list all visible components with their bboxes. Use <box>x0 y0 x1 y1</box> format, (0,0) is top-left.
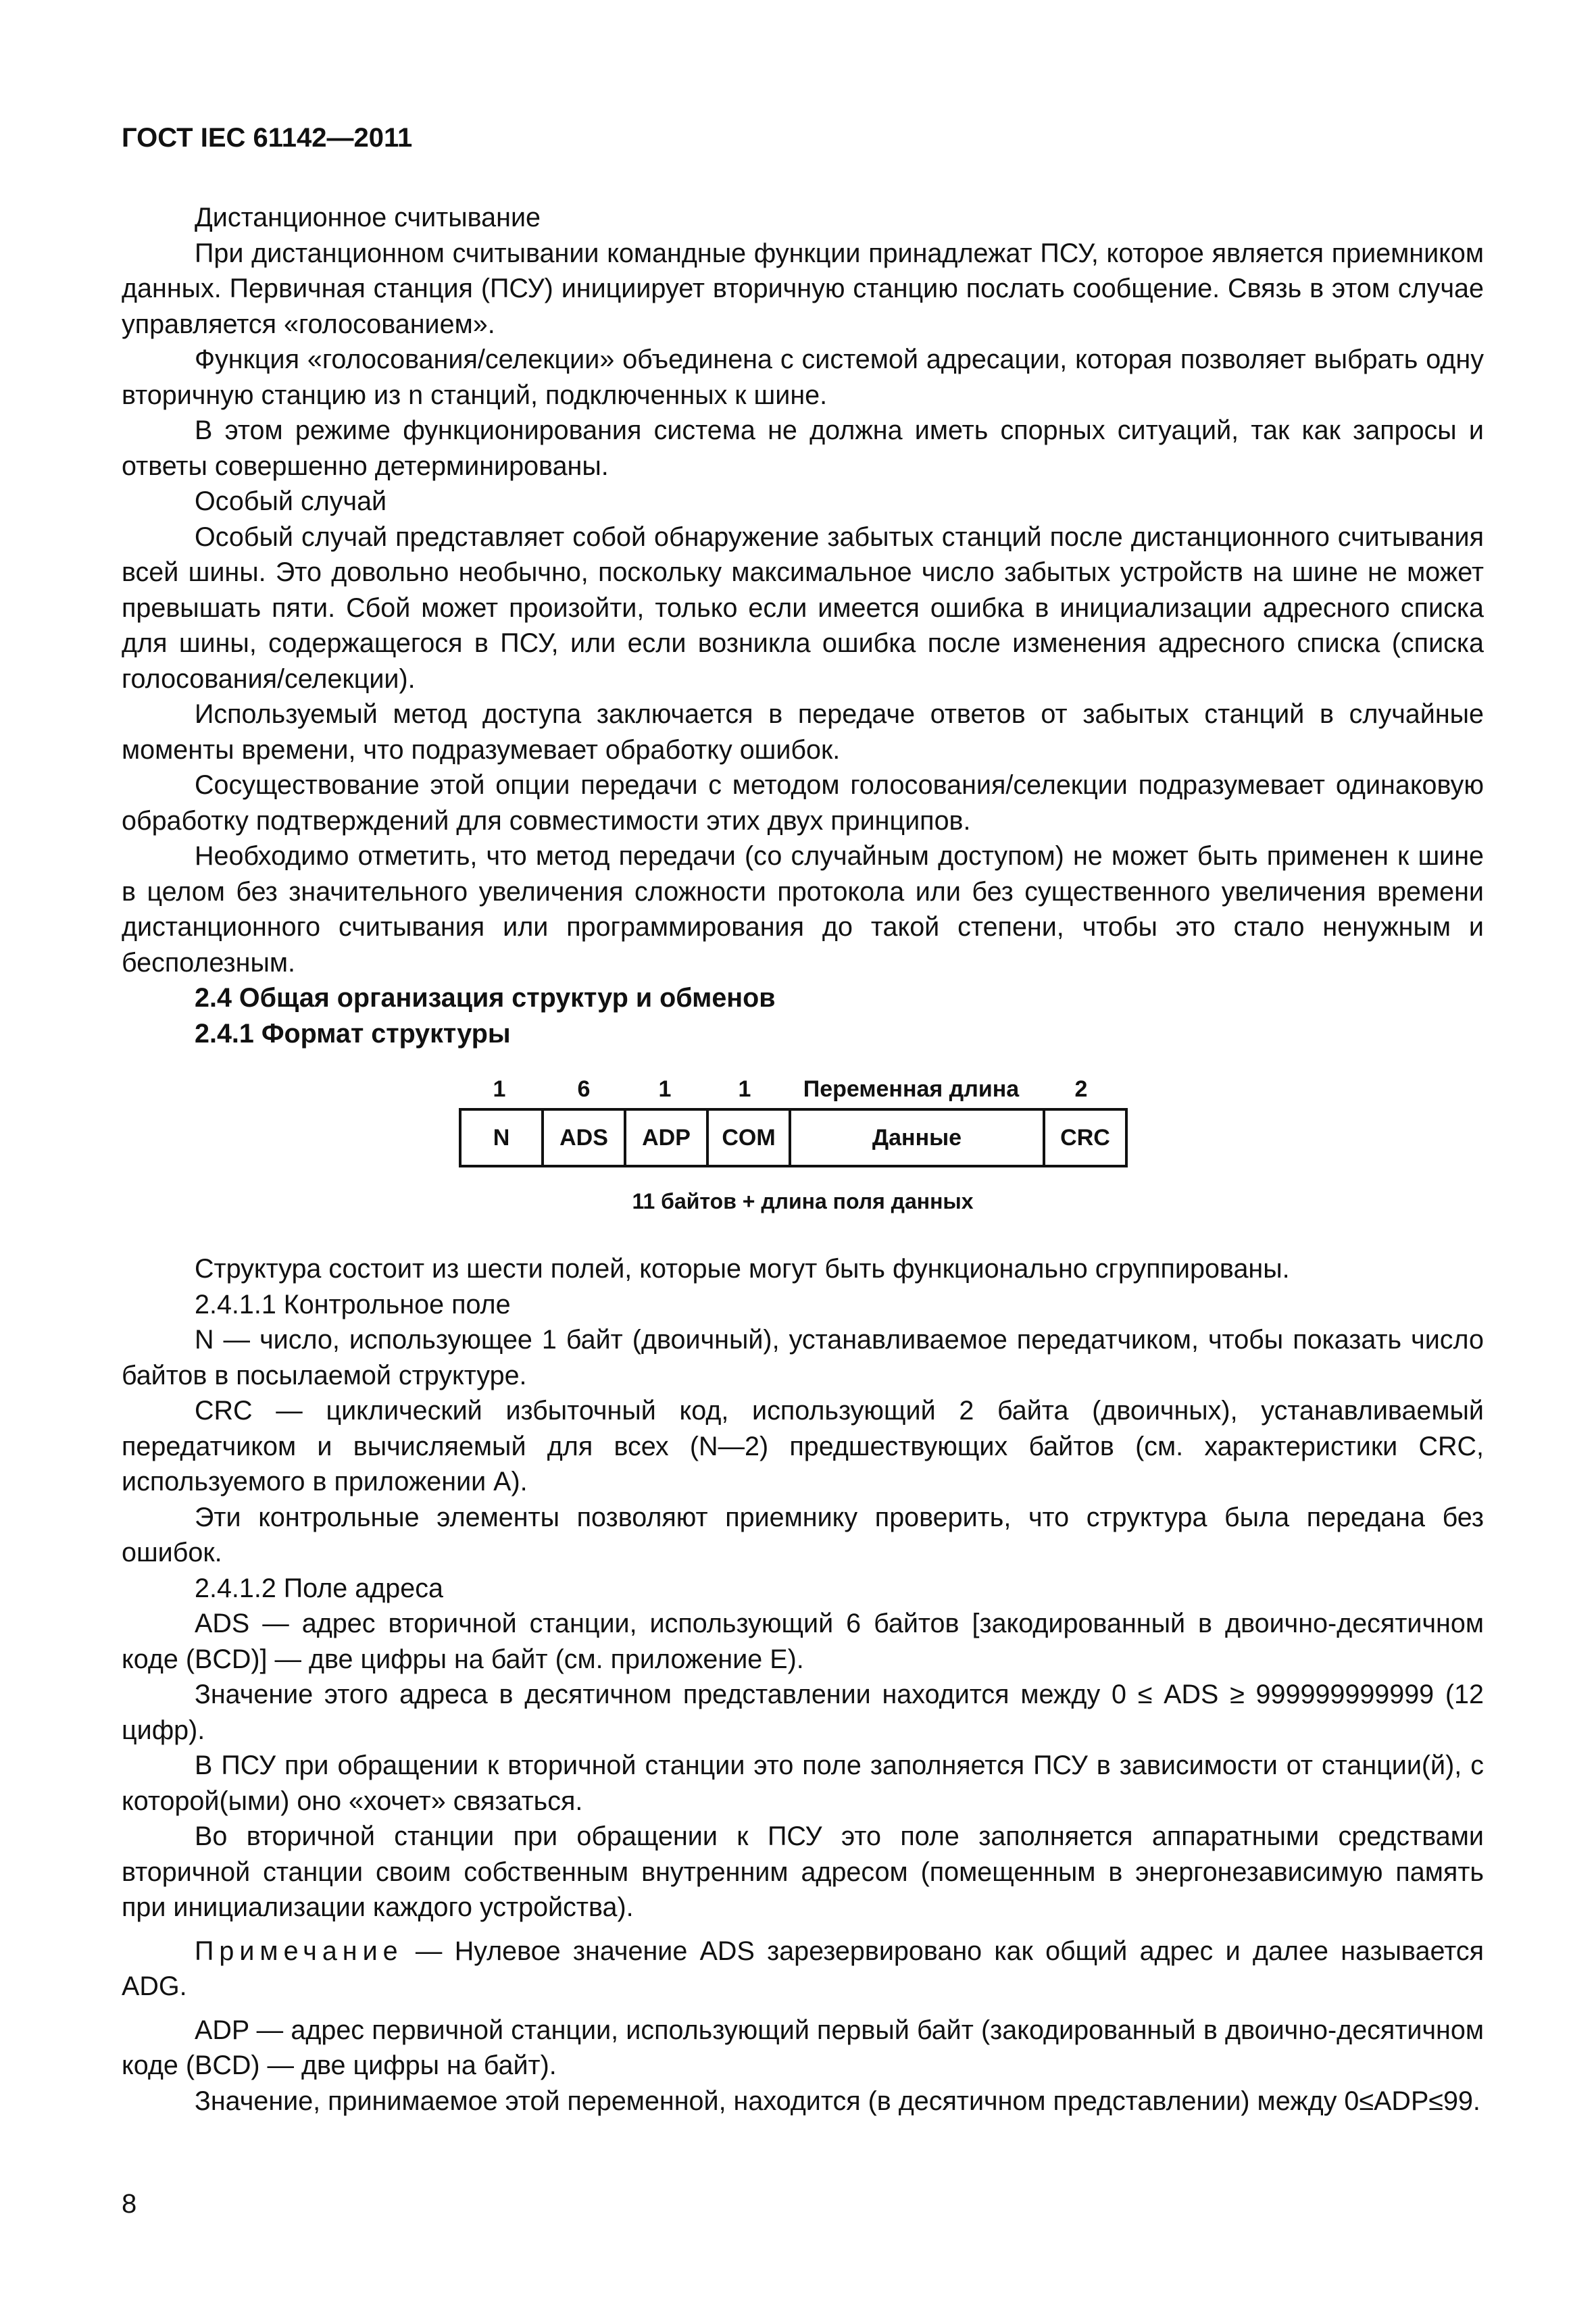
paragraph: В этом режиме функционирования система не должна иметь спорных ситуаций, так как запросы и ответы совершенно детерминированы. <box>122 416 1484 481</box>
paragraph: При дистанционном считывании командные функции принадлежат ПСУ, которое является приемником данных. Первичная станция (ПСУ) инициирует вторичную станцию послать сообщение. Связь в этом случае управляется «голосованием». <box>122 238 1484 339</box>
subheading-remote-reading: Дистанционное считывание <box>195 203 541 232</box>
paragraph: Структура состоит из шести полей, которые могут быть функционально сгруппированы. <box>195 1254 1290 1284</box>
section-heading-2-4-1: 2.4.1 Формат структуры <box>195 1018 511 1049</box>
paragraph: Сосуществование этой опции передачи с методом голосования/селекции подразумевает одинаковую обработку подтверждений для совместимости этих двух принципов. <box>122 770 1484 836</box>
document-body <box>122 200 1484 2119</box>
paragraph: ADP — адрес первичной станции, использующий первый байт (закодированный в двоично-десятичном коде (BCD) — две цифры на байт). <box>122 2015 1484 2080</box>
frame-fields-table <box>459 1108 1128 1167</box>
field-ads: ADS <box>543 1109 625 1166</box>
subsection-heading-2-4-1-1: 2.4.1.1 Контрольное поле <box>195 1289 511 1319</box>
length-crc: 2 <box>1074 1076 1088 1102</box>
paragraph: Значение этого адреса в десятичном представлении находится между 0 ≤ ADS ≥ 999999999999 (12 цифр). <box>122 1680 1484 1745</box>
length-n: 1 <box>493 1076 506 1102</box>
subsection-heading-2-4-1-2: 2.4.1.2 Поле адреса <box>195 1573 443 1603</box>
length-com: 1 <box>738 1076 751 1102</box>
paragraph: Функция «голосования/селекции» объединена с системой адресации, которая позволяет выбрать одну вторичную станцию из n станций, подключенных к шине. <box>122 345 1484 410</box>
field-crc: CRC <box>1044 1109 1126 1166</box>
subheading-special-case: Особый случай <box>195 486 387 516</box>
paragraph: Необходимо отметить, что метод передачи (со случайным доступом) не может быть применен к шине в целом без значительного увеличения сложности протокола или без существенного увеличения времени дистанционного считывания или программирования до такой степени, чтобы это стало ненужным и бесполезным. <box>122 841 1484 978</box>
note <box>122 1934 1484 2005</box>
paragraph: Значение, принимаемое этой переменной, находится (в десятичном представлении) между 0≤ADP≤99. <box>195 2086 1480 2116</box>
section-heading-2-4: 2.4 Общая организация структур и обменов <box>195 983 776 1013</box>
paragraph: N — число, использующее 1 байт (двоичный), устанавливаемое передатчиком, чтобы показать число байтов в посылаемой структуре. <box>122 1325 1484 1390</box>
length-ads: 6 <box>577 1076 591 1102</box>
paragraph: Используемый метод доступа заключается в передаче ответов от забытых станций в случайные моменты времени, что подразумевает обработку ошибок. <box>122 699 1484 765</box>
note-label: Примечание <box>195 1936 403 1966</box>
field-com: COM <box>707 1109 790 1166</box>
field-data: Данные <box>790 1109 1044 1166</box>
paragraph: Особый случай представляет собой обнаружение забытых станций после дистанционного считывания всей шины. Это довольно необычно, поскольку максимальное число забытых устройств на шине не может превышать пяти. Сбой может произойти, только если имеется ошибка в инициализации адресного списка для шины, содержащегося в ПСУ, или если возникла ошибка после изменения адресного списка (списка голосования/селекции). <box>122 522 1484 694</box>
length-data: Переменная длина <box>803 1076 1020 1102</box>
frame-caption: 11 байтов + длина поля данных <box>632 1189 974 1213</box>
document-header: ГОСТ IEC 61142—2011 <box>122 123 413 153</box>
paragraph: В ПСУ при обращении к вторичной станции это поле заполняется ПСУ в зависимости от станции(й), с которой(ыми) оно «хочет» связаться. <box>122 1751 1484 1816</box>
paragraph: Во вторичной станции при обращении к ПСУ это поле заполняется аппаратными средствами вторичной станции своим собственным внутренним адресом (помещенным в энергонезависимую память при инициализации каждого устройства). <box>122 1821 1484 1922</box>
field-n: N <box>460 1109 543 1166</box>
page-number: 8 <box>122 2189 137 2219</box>
paragraph: ADS — адрес вторичной станции, использующий 6 байтов [закодированный в двоично-десятичном коде (BCD)] — две цифры на байт (см. приложение Е). <box>122 1609 1484 1674</box>
frame-structure-diagram <box>122 1062 1484 1251</box>
field-adp: ADP <box>625 1109 707 1166</box>
paragraph: Эти контрольные элементы позволяют приемнику проверить, что структура была передана без ошибок. <box>122 1502 1484 1567</box>
paragraph: CRC — циклический избыточный код, использующий 2 байта (двоичных), устанавливаемый передатчиком и вычисляемый для всех (N—2) предшествующих байтов (см. характеристики CRC, используемого в приложении А). <box>122 1396 1484 1496</box>
length-adp: 1 <box>658 1076 672 1102</box>
note-text: — Нулевое значение ADS зарезервировано как общий адрес и далее называется ADG. <box>122 1936 1484 2001</box>
